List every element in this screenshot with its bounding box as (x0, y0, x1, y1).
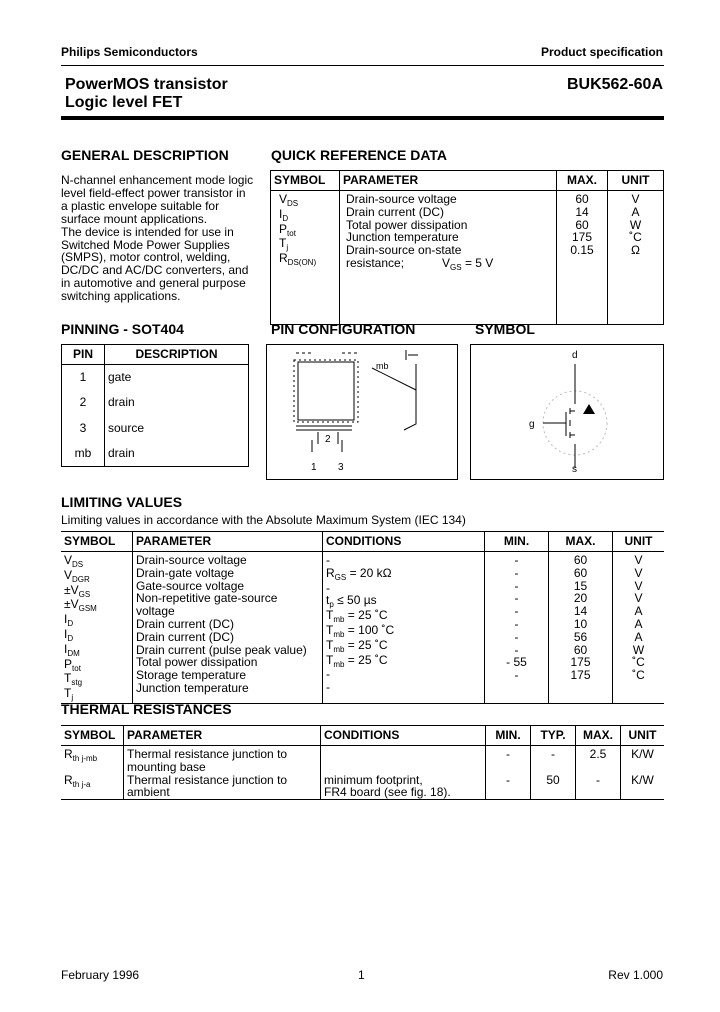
part-number: BUK562-60A (566, 76, 663, 93)
gate-label: g (529, 419, 535, 430)
title-line-2: Logic level FET (65, 94, 183, 111)
thermal-resistances-table: SYMBOL PARAMETER CONDITIONS MIN. TYP. MAX. UNIT $R_{th j-mb}$ Thermal resistance junction to mounting base - - 2.5 K/W $R_{th j-a}$ Thermal resistance junction to ambient minimum footprint, FR4 board (see fig. 18). - 50 - K/W (61, 725, 664, 800)
pin3-label: 3 (338, 462, 344, 473)
limiting-values-table: SYMBOL PARAMETER CONDITIONS MIN. MAX. UNIT $V_{DS}$ $V_{DGR}$ $\pm V_{GS}$ $\pm V_{GSM}$ $I_D$ $I_D$ $I_{DM}$ $P_{tot}$ $T_{stg}$ $T_j$ Drain-source voltage Drain-gate voltage Gate-source voltage Non-repetitive gate-source voltage Drain current (DC) Drain current (DC) Drain current (pulse peak value) Total power dissipation Storage temperature Junction temperature - $R_{GS} = 20$ kΩ - $t_p \le 50$ µs $T_{mb} = 25$ ˚C $T_{mb} = 100$ ˚C $T_{mb} = 25$ ˚C $T_{mb} = 25$ ˚C - - - - - - - - - - - 55 - 60 60 15 20 14 10 56 60 175 175 V V V V A A A W ˚C ˚C (61, 531, 664, 704)
pin1-label: 1 (311, 462, 317, 473)
quick-reference-table: SYMBOL PARAMETER MAX. UNIT $V_{DS}$ $I_D$ $P_{tot}$ $T_j$ $R_{DS(ON)}$ Drain-source voltage Drain current (DC) Total power dissipation Junction temperature Drain-source on-state resistance; $V_{GS} = 5$ V 60 14 60 175 0.15 V A W ˚C Ω (270, 170, 664, 325)
pinning-heading: PINNING - SOT404 (61, 321, 184, 337)
drain-label: d (572, 350, 578, 361)
header-rule (61, 65, 664, 66)
footer-page-number: 1 (358, 968, 365, 982)
limiting-parameters: Drain-source voltage Drain-gate voltage Gate-source voltage Non-repetitive gate-source voltage Drain current (DC) Drain current (DC) Drain current (pulse peak value) Total power dissipation Storage temperature Junction temperature (133, 552, 323, 704)
symbol-heading: SYMBOL (475, 321, 535, 337)
pin2-label: 2 (325, 434, 331, 445)
company-name: Philips Semiconductors (61, 45, 198, 59)
title-line-1: PowerMOS transistor (65, 76, 228, 93)
limiting-min: - - - - - - - - - 55 - (485, 552, 549, 704)
pinning-table: PIN DESCRIPTION 1 gate 2 drain 3 source mb drain (61, 344, 249, 467)
document-type: Product specification (540, 45, 663, 59)
general-description-text: N-channel enhancement mode logic level field-effect power transistor in a plastic envelope suitable for surface mount applications. The device is intended for use in Switched Mode Power Supplies (SMPS), motor control, welding, DC/DC and AC/DC converters, and in automotive and general purpose switching applications. (61, 173, 254, 304)
source-label: s (572, 464, 577, 475)
footer-revision: Rev 1.000 (608, 968, 663, 982)
quick-symbols: $V_{DS}$ $I_D$ $P_{tot}$ $T_j$ $R_{DS(ON)}$ (271, 191, 340, 325)
quick-reference-heading: QUICK REFERENCE DATA (271, 147, 448, 163)
mb-label: mb (376, 361, 389, 371)
title-rule (61, 116, 664, 120)
pin-configuration-diagram (266, 344, 458, 480)
limiting-unit: V V V V A A A W ˚C ˚C (632, 553, 645, 683)
mosfet-symbol-diagram (470, 344, 664, 480)
limiting-max: 60 60 15 20 14 10 56 60 175 175 (549, 552, 613, 704)
general-description-heading: GENERAL DESCRIPTION (61, 147, 229, 163)
quick-max: 60 14 60 175 0.15 (557, 191, 608, 325)
quick-unit: V A W ˚C Ω (629, 192, 642, 258)
pin-configuration-heading: PIN CONFIGURATION (271, 321, 416, 337)
limiting-values-heading: LIMITING VALUES (61, 494, 183, 510)
limiting-conditions: - $R_{GS} = 20$ kΩ - $t_p \le 50$ µs $T_{mb} = 25$ ˚C $T_{mb} = 100$ ˚C $T_{mb} = 25$ ˚C $T_{mb} = 25$ ˚C - - (323, 552, 485, 704)
thermal-resistances-heading: THERMAL RESISTANCES (61, 701, 232, 717)
product-title (65, 76, 228, 112)
diode-icon (583, 404, 595, 414)
limiting-symbols: $V_{DS}$ $V_{DGR}$ $\pm V_{GS}$ $\pm V_{GSM}$ $I_D$ $I_D$ $I_{DM}$ $P_{tot}$ $T_{stg}$ $T_j$ (61, 552, 133, 704)
footer-date: February 1996 (61, 968, 140, 982)
quick-parameters: Drain-source voltage Drain current (DC) Total power dissipation Junction temperature Drain-source on-state resistance; $V_{GS} = 5$ V (340, 191, 557, 325)
limiting-values-intro: Limiting values in accordance with the Absolute Maximum System (IEC 134) (61, 513, 466, 527)
